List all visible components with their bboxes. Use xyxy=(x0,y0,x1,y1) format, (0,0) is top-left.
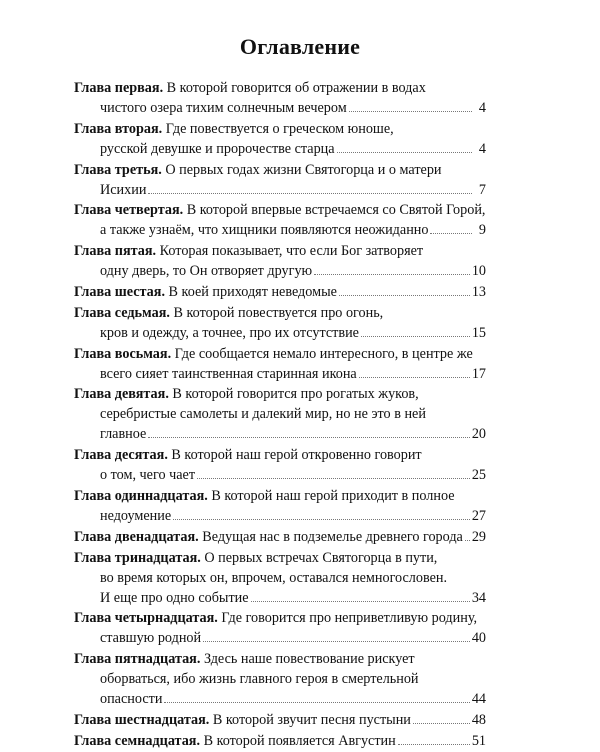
toc-entry-line-text xyxy=(100,139,335,159)
chapter-description: Где сообщается немало интересного, в центре же xyxy=(174,345,473,362)
toc-entry-first-line xyxy=(74,445,486,465)
chapter-description: О первых годах жизни Святогорца и о матери xyxy=(165,161,442,178)
toc-entry-continuation-line xyxy=(74,424,486,444)
dot-leader xyxy=(349,111,472,112)
chapter-heading: Глава четырнадцатая. xyxy=(74,610,218,627)
toc-entry-continuation-line xyxy=(74,628,486,648)
dot-leader xyxy=(148,437,469,438)
toc-entry-continuation-line xyxy=(74,98,486,118)
chapter-description: Где говорится про неприветливую родину, xyxy=(221,610,478,627)
toc-entry-line-text xyxy=(74,710,411,730)
page-number: 27 xyxy=(471,507,486,524)
chapter-description: В которой говорится про рогатых жуков, xyxy=(172,386,419,403)
page-number: 17 xyxy=(471,365,486,382)
toc-entry-first-line xyxy=(74,303,486,323)
chapter-heading: Глава тринадцатая. xyxy=(74,549,201,566)
toc-entry-first-line xyxy=(74,282,486,302)
toc-entry-line-text xyxy=(74,550,437,566)
page-number: 10 xyxy=(471,263,486,280)
chapter-heading: Глава третья. xyxy=(74,161,162,178)
chapter-description: одну дверь, то Он отворяет другую xyxy=(100,263,313,280)
toc-entry-line-text xyxy=(100,570,447,586)
chapter-description: кров и одежду, а точнее, про их отсутствие xyxy=(100,324,359,341)
toc-entry-line-text xyxy=(100,180,146,200)
chapter-description: о том, чего чает xyxy=(100,467,196,484)
toc-entry-first-line xyxy=(74,548,486,568)
toc-entry[interactable] xyxy=(74,486,486,526)
page-number: 4 xyxy=(478,140,486,157)
chapter-description: И еще про одно событие xyxy=(100,589,249,606)
toc-entry-first-line xyxy=(74,241,486,261)
dot-leader xyxy=(465,540,470,541)
toc-entry-line-text xyxy=(100,465,195,485)
toc-entry-line-text xyxy=(74,447,422,463)
toc-entry-line-text xyxy=(74,162,442,178)
page-number: 25 xyxy=(471,467,486,484)
toc-entry-line-text xyxy=(100,671,419,687)
toc-entry-first-line xyxy=(74,608,486,628)
chapter-description: серебристые самолеты и далекий мир, но не это в ней xyxy=(100,406,426,423)
toc-entry-continuation-line xyxy=(74,364,486,384)
page-number: 7 xyxy=(478,181,486,198)
chapter-heading: Глава пятнадцатая. xyxy=(74,651,201,668)
toc-entry-first-line xyxy=(74,710,486,730)
chapter-heading: Глава одиннадцатая. xyxy=(74,487,208,504)
toc-entry-continuation-line xyxy=(74,261,486,281)
toc-entry[interactable] xyxy=(74,119,486,159)
toc-entry[interactable] xyxy=(74,731,486,751)
dot-leader xyxy=(430,233,472,234)
toc-entry[interactable] xyxy=(74,241,486,281)
toc-entry-line-text xyxy=(74,651,415,667)
dot-leader xyxy=(197,478,470,479)
chapter-description: Которая показывает, что если Бог затворяет xyxy=(159,243,424,260)
chapter-description: О первых встречах Святогорца в пути, xyxy=(204,549,438,566)
toc-entry-line-text xyxy=(100,628,201,648)
toc-entry-first-line xyxy=(74,731,486,751)
toc-entry-line-text xyxy=(74,610,477,626)
toc-entry[interactable] xyxy=(74,78,486,118)
toc-entry-continuation-line xyxy=(74,404,486,424)
toc-entry-first-line xyxy=(74,384,486,404)
toc-entry-line-text xyxy=(74,386,419,402)
toc-entry[interactable] xyxy=(74,710,486,730)
toc-entry[interactable] xyxy=(74,527,486,547)
toc-entry-line-text xyxy=(74,282,337,302)
chapter-description: В которой впервые встречаемся со Святой Горой, xyxy=(186,202,486,219)
chapter-heading: Глава шестая. xyxy=(74,283,165,300)
page-number: 40 xyxy=(471,630,486,647)
toc-entry-line-text xyxy=(74,305,383,321)
toc-entry-line-text xyxy=(100,588,249,608)
chapter-description: В которой звучит песня пустыни xyxy=(212,711,411,728)
chapter-description: опасности xyxy=(100,691,163,708)
chapter-description: В которой наш герой приходит в полное xyxy=(211,487,455,504)
page-number: 34 xyxy=(471,589,486,606)
chapter-description: а также узнаём, что хищники появляются неожиданно xyxy=(100,222,429,239)
chapter-description: чистого озера тихим солнечным вечером xyxy=(100,100,347,116)
toc-entry-line-text xyxy=(74,527,463,547)
toc-entry-continuation-line xyxy=(74,689,486,709)
page-number: 13 xyxy=(471,283,486,300)
toc-entry[interactable] xyxy=(74,282,486,302)
toc-entry-line-text xyxy=(100,406,426,422)
page-title: Оглавление xyxy=(239,34,361,59)
toc-entry-first-line xyxy=(74,200,486,220)
chapter-description: В коей приходят неведомые xyxy=(168,283,337,300)
page-number: 44 xyxy=(471,691,486,708)
page-number: 29 xyxy=(471,528,486,545)
toc-entry-line-text xyxy=(74,346,473,362)
toc-entry[interactable] xyxy=(74,200,486,240)
toc-entry-first-line xyxy=(74,527,486,547)
chapter-description: В которой говорится об отражении в водах xyxy=(166,80,426,96)
chapter-heading: Глава пятая. xyxy=(74,243,157,260)
chapter-heading: Глава двенадцатая. xyxy=(74,528,199,545)
chapter-description: Ведущая нас в подземелье древнего города xyxy=(202,528,463,545)
chapter-heading: Глава шестнадцатая. xyxy=(74,711,210,728)
toc-entry-line-text xyxy=(100,323,359,343)
toc-entry-continuation-line xyxy=(74,220,486,240)
toc-entry-continuation-line xyxy=(74,588,486,608)
toc-entry-first-line xyxy=(74,160,486,180)
dot-leader xyxy=(359,377,470,378)
page-number: 51 xyxy=(471,732,486,749)
toc-entry-line-text xyxy=(74,731,396,751)
chapter-description: русской девушке и пророчестве старца xyxy=(100,140,335,157)
dot-leader xyxy=(203,641,470,642)
toc-entry-first-line xyxy=(74,344,486,364)
toc-entry-line-text xyxy=(74,80,426,96)
toc-entry-line-text xyxy=(100,689,162,709)
dot-leader xyxy=(413,723,470,724)
dot-leader xyxy=(339,295,470,296)
toc-entry-first-line xyxy=(74,649,486,669)
page-number: 4 xyxy=(478,100,486,116)
toc-entry-continuation-line xyxy=(74,568,486,588)
chapter-heading: Глава десятая. xyxy=(74,447,168,464)
toc-entry-line-text xyxy=(100,220,428,240)
chapter-heading: Глава вторая. xyxy=(74,120,163,137)
toc-entry[interactable] xyxy=(74,548,486,608)
chapter-heading: Глава восьмая. xyxy=(74,345,172,362)
dot-leader xyxy=(251,601,470,602)
toc-entry-continuation-line xyxy=(74,323,486,343)
toc-entry-line-text xyxy=(74,488,455,504)
chapter-description: ставшую родной xyxy=(100,630,202,647)
dot-leader xyxy=(164,702,469,703)
dot-leader xyxy=(337,152,472,153)
toc-list xyxy=(74,78,486,752)
toc-entry-line-text xyxy=(100,98,347,118)
toc-entry-continuation-line xyxy=(74,180,486,200)
chapter-description: недоумение xyxy=(100,507,172,524)
toc-entry-first-line xyxy=(74,486,486,506)
page-number: 9 xyxy=(478,222,486,239)
chapter-description: Где повествуется о греческом юноше, xyxy=(165,120,394,137)
chapter-description: В которой повествуется про огонь, xyxy=(173,304,384,321)
toc-entry[interactable] xyxy=(74,344,486,384)
toc-entry-line-text xyxy=(74,243,423,259)
toc-entry-continuation-line xyxy=(74,669,486,689)
toc-entry[interactable] xyxy=(74,445,486,485)
toc-entry[interactable] xyxy=(74,608,486,648)
chapter-heading: Глава четвертая. xyxy=(74,202,184,219)
dot-leader xyxy=(361,336,470,337)
dot-leader xyxy=(398,744,470,745)
toc-entry[interactable] xyxy=(74,384,486,444)
chapter-heading: Глава девятая. xyxy=(74,386,169,403)
toc-entry-continuation-line xyxy=(74,465,486,485)
chapter-description: Исихии xyxy=(100,181,147,198)
toc-entry-line-text xyxy=(100,261,312,281)
dot-leader xyxy=(314,274,470,275)
chapter-description: главное xyxy=(100,426,147,443)
toc-entry-continuation-line xyxy=(74,506,486,526)
chapter-description: оборваться, ибо жизнь главного героя в смертельной xyxy=(100,671,419,688)
toc-entry[interactable] xyxy=(74,160,486,200)
chapter-description: во время которых он, впрочем, оставался немногословен. xyxy=(100,569,448,586)
chapter-description: всего сияет таинственная старинная икона xyxy=(100,365,357,382)
chapter-description: В которой появляется Августин xyxy=(203,732,396,749)
toc-entry-line-text xyxy=(100,506,171,526)
toc-entry-line-text xyxy=(100,364,357,384)
chapter-heading: Глава семнадцатая. xyxy=(74,732,201,749)
toc-entry-continuation-line xyxy=(74,139,486,159)
chapter-heading: Глава седьмая. xyxy=(74,304,170,321)
toc-entry-first-line xyxy=(74,119,486,139)
toc-entry-line-text xyxy=(74,121,394,137)
dot-leader xyxy=(173,519,470,520)
page-number: 48 xyxy=(471,711,486,728)
toc-entry-first-line xyxy=(74,78,486,98)
toc-entry-line-text xyxy=(100,424,146,444)
dot-leader xyxy=(148,193,472,194)
chapter-description: В которой наш герой откровенно говорит xyxy=(171,447,422,464)
page-number: 15 xyxy=(471,324,486,341)
toc-entry-line-text xyxy=(74,202,485,218)
chapter-description: Здесь наше повествование рискует xyxy=(203,651,415,668)
chapter-heading: Глава первая. xyxy=(74,80,164,96)
toc-entry[interactable] xyxy=(74,303,486,343)
page-number: 20 xyxy=(471,426,486,443)
toc-entry[interactable] xyxy=(74,649,486,709)
